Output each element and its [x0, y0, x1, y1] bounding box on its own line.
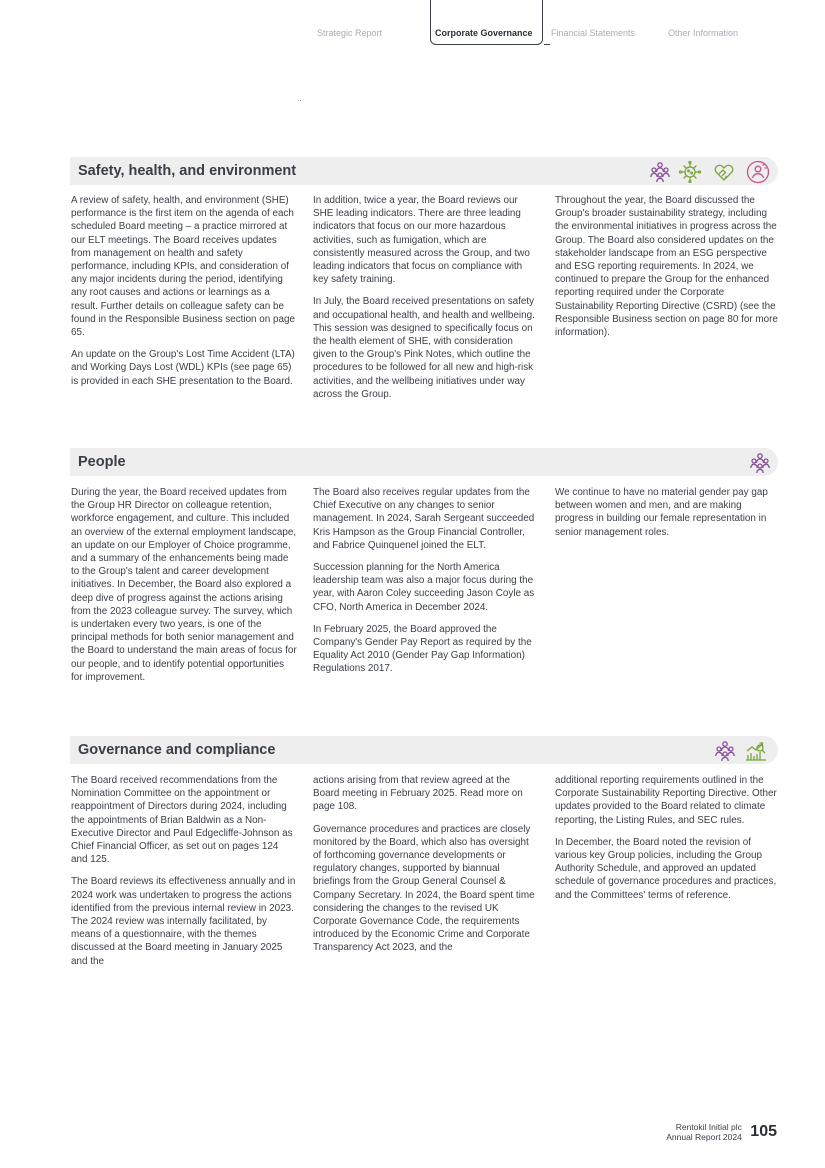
paragraph: We continue to have no material gender pay gap between women and men, and are making progress in building our female representation in senior management roles.: [555, 487, 768, 538]
paragraph: Governance procedures and practices are closely monitored by the Board, which also has oversight of forthcoming governance developments or regulatory changes, supported by biannual briefings from the Group General Counsel & Company Secretary. In 2024, the Board spent time considering the changes to the revised UK Corporate Governance Code, the requirements introduced by the Economic Crime and Corporate Transparency Act 2023, and the: [313, 823, 535, 954]
tab-other-information[interactable]: Other Information: [668, 28, 739, 38]
paragraph: An update on the Group's Lost Time Accident (LTA) and Working Days Lost (WDL) KPIs (see page 65) is provided in each SHE presentation to the Board.: [71, 349, 295, 387]
growth-chart-icon: [744, 739, 768, 763]
people-column-3: [555, 486, 781, 548]
footer-company: Rentokil Initial plc: [675, 1122, 742, 1132]
governance-column-1: [71, 774, 297, 977]
section-title-governance: Governance and compliance: [78, 742, 276, 758]
heart-hands-icon: [712, 160, 736, 184]
nav-underline: [544, 44, 550, 45]
page-footer: [666, 1122, 777, 1142]
paragraph: additional reporting requirements outlined in the Corporate Sustainability Reporting Directive. Other updates provided to the Board related to climate reporting, the Listing Rules, and SEC rules.: [555, 775, 777, 826]
people-group-icon: [748, 451, 772, 475]
virus-icon: [678, 160, 702, 184]
paragraph: actions arising from that review agreed at the Board meeting in February 2025. Read more on page 108.: [313, 775, 523, 813]
page-number: 105: [750, 1123, 777, 1140]
paragraph: Throughout the year, the Board discussed the Group's broader sustainability strategy, including the environmental initiatives in progress across the Group. The Board also considered updates on the stakeholder landscape from an ESG perspective and ESG reporting requirements. In 2024, we continued to prepare the Group for the enhanced reporting required under the Corporate Sustainability Reporting Directive (CSRD) (see the Responsible Business section on page 80 for more information).: [555, 195, 778, 339]
section-header-governance: [70, 736, 778, 764]
people-column-2: [313, 486, 539, 685]
she-column-3: [555, 194, 781, 348]
footer-report-info: [666, 1122, 742, 1142]
section-nav: [0, 0, 825, 46]
she-column-1: [71, 194, 297, 397]
paragraph: In December, the Board noted the revision of various key Group policies, including the Group Authority Schedule, and approved an updated schedule of governance procedures and practices, and the Committees' terms of reference.: [555, 836, 777, 901]
paragraph: In July, the Board received presentations on safety and occupational health, and health and wellbeing. This session was designed to specifically focus on the health element of SHE, with consideration given to the Group's Pink Notes, which outline the procedures to be followed for all new and high-risk activities, and the wellbeing initiatives under way across the Group.: [313, 296, 535, 400]
paragraph: A review of safety, health, and environment (SHE) performance is the first item on the agenda of each scheduled Board meeting – a practice mirrored at our ELT meetings. The Board receives updates from management on health and safety performance, including KPIs, and consideration of any major incidents during the period, identifying any root causes and actions or learnings as a result. Further details on colleague safety can be found in the Responsible Business section on page 65.: [71, 195, 295, 339]
section-title-people: People: [78, 454, 126, 470]
paragraph: During the year, the Board received updates from the Group HR Director on colleague retention, workforce engagement, and culture. This included an overview of the external employment landscape, an update on our Employer of Choice programme, and a summary of the enhancements being made to the Group's talent and career development initiatives. In December, the Board also explored a deep dive of progress against the actions arising from the 2023 colleague survey. The survey, which is undertaken every two years, is one of the principal methods for both senior management and the Board to understand the main areas of focus for our people, and to identify potential opportunities for improvement.: [71, 487, 297, 683]
people-column-1: [71, 486, 297, 693]
section-header-she: [70, 157, 778, 185]
paragraph: In February 2025, the Board approved the Company's Gender Pay Report as required by the Equality Act 2010 (Gender Pay Gap Information) Regulations 2017.: [313, 623, 532, 675]
tab-financial-statements[interactable]: Financial Statements: [551, 28, 636, 38]
paragraph: The Board received recommendations from the Nomination Committee on the appointment or reappointment of Directors during 2024, including the appointments of Brian Baldwin as a Non-Executive Director and Paul Edgecliffe-Johnson as Chief Financial Officer, as set out on pages 124 and 125.: [71, 775, 293, 866]
she-column-2: [313, 194, 539, 410]
section-header-people: [70, 448, 778, 476]
paragraph: The Board reviews its effectiveness annually and in 2024 work was undertaken to progress the actions identified from the previous internal review in 2023. The 2024 review was internally facilitated, by means of a questionnaire, with the themes discussed at the Board meeting in January 2025 and the: [71, 876, 296, 967]
tab-corporate-governance[interactable]: Corporate Governance: [430, 0, 543, 45]
governance-column-2: [313, 774, 539, 964]
governance-column-3: [555, 774, 781, 911]
section-title-she: Safety, health, and environment: [78, 163, 297, 179]
person-circle-icon: [746, 160, 770, 184]
people-group-icon: [713, 739, 737, 763]
paragraph: In addition, twice a year, the Board reviews our SHE leading indicators. There are three leading indicators that focus on our more hazardous activities, such as fumigation, which are consistently measured across the Group, and two leading indicators that focus on compliance with key safety training.: [313, 195, 530, 286]
people-group-icon: [648, 160, 672, 184]
stray-dot: [300, 100, 301, 101]
paragraph: Succession planning for the North America leadership team was also a major focus during the year, with Aaron Coley succeeding Jason Coyle as CFO, North America in December 2024.: [313, 562, 535, 613]
paragraph: The Board also receives regular updates from the Chief Executive on any changes to senior management. In 2024, Sarah Sergeant succeeded Kris Hampson as the Group Financial Controller, and Fabrice Quinquenel joined the ELT.: [313, 487, 535, 551]
tab-strategic-report[interactable]: Strategic Report: [317, 28, 383, 38]
footer-report-title: Annual Report 2024: [666, 1132, 742, 1142]
